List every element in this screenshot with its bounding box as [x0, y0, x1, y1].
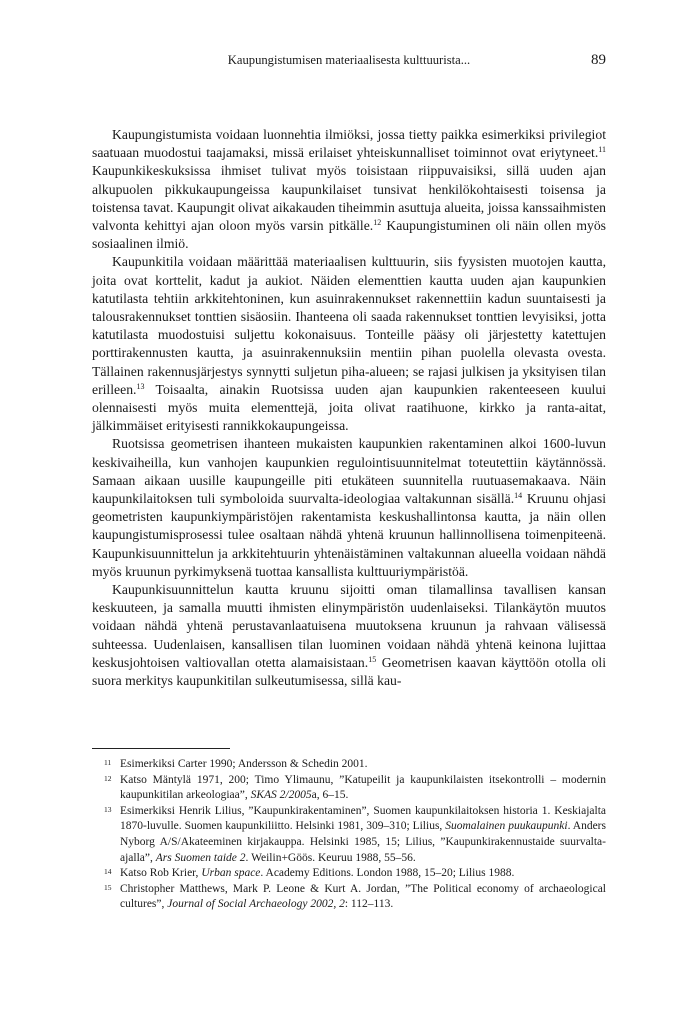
footnote: [92, 757, 606, 773]
body-text: [92, 126, 606, 690]
text-run: Esimerkiksi Henrik Lilius, ”Kaupunkirakentaminen”, Suomen kaupunkilaitoksen historia 1. Keskiajalta 1870-luvulle. Suomen kaupunkiliitto. Helsinki 1981, 309–310; Lilius,: [120, 804, 606, 833]
text-run: Kaupunkikeskuksissa ihmiset tulivat myös toisistaan riippuvaisiksi, sillä uuden ajan alkupuolen pikkukaupungeissa kaupunkilaiset tunsivat henkilökohtaisesti toisensa ja toistensa tavat. Kaupungit olivat aikakauden tiheimmin asuttuja alueita, joissa kanssaihmisten valvonta kehittyi ajan oloon myös varsin pitkälle.: [92, 163, 606, 234]
text-run: a, 6–15.: [311, 789, 349, 802]
text-run: Katso Rob Krier,: [120, 867, 202, 880]
italic-title: Journal of Social Archaeology 2002, 2: [167, 898, 345, 911]
paragraph: [92, 126, 606, 253]
italic-title: Suomalainen puukaupunki: [445, 820, 568, 833]
text-run: . Weilin+Göös. Keuruu 1988, 55–56.: [245, 851, 416, 864]
text-run: Esimerkiksi Carter 1990; Andersson & Schedin 2001.: [120, 758, 368, 770]
footnote-number: 11: [104, 758, 112, 767]
text-run: Kaupunkitila voidaan määrittää materiaalisen kulttuurin, siis fyysisten muotojen kautta, joita ovat korttelit, kadut ja aukiot. Näiden elementtien kautta uuden ajan kaupunkien katutilasta tehtiin arkkitehtoninen, kun asuinrakennukset rakennettiin kadun suuntaisesti ja talousrakennukset tonttien sisäosiin. Ihanteena oli saada rakennukset tonttien levyisiksi, jotta katutilasta muodostuisi suljettu kokonaisuus. Tonteille pääsy oli järjestetty katettujen porttirakennusten kautta, ja asuinrakennuksiin mentiin pihan puolella olevasta ovesta. Tällainen rakennusjärjestys synnytti suljetun piha-alueen; se rajasi julkisen ja yksityisen tilan erilleen.: [92, 254, 606, 397]
footnote-number: 12: [104, 773, 112, 783]
paragraph: [92, 581, 606, 690]
text-run: Kruunu ohjasi geometristen kaupunkiympäristöjen rakentamista keskushallintonsa kautta, ja näin ollen kaupungistumisprosessi tulee osaltaan nähdä yhtenä kruunun hallinnollisena toimenpiteenä. Kaupunkisuunnittelun ja arkkitehtuurin yhtenäistäminen valtakunnan alueella voidaan nähdä myös kruunun pyrkimyksenä tuottaa kansallista kulttuuriympäristöä.: [92, 491, 607, 579]
footnote-ref[interactable]: 14: [514, 491, 523, 501]
text-run: Katso Mäntylä 1971, 200; Timo Ylimaunu, ”Katupeilit ja kaupunkilaisten itsekontrolli – modernin kaupunkitilan arkeologiaa”,: [120, 773, 606, 802]
text-run: Kaupungistuminen oli näin ollen myös sosiaalinen ilmiö.: [92, 218, 606, 252]
text-run: Christopher Matthews, Mark P. Leone & Kurt A. Jordan, ”The Political economy of archaeological cultures”,: [120, 882, 606, 911]
page-number: 89: [591, 52, 606, 68]
footnote-ref[interactable]: 11: [598, 145, 606, 155]
footnote-divider: [92, 748, 230, 749]
italic-title: Ars Suomen taide 2: [155, 851, 246, 864]
italic-title: SKAS 2/2005: [250, 789, 312, 802]
footnote-ref[interactable]: 12: [373, 218, 382, 228]
footnote: [92, 773, 606, 804]
footnote-ref[interactable]: 15: [368, 654, 377, 664]
text-run: Kaupunkisuunnittelun kautta kruunu sijoitti oman tilamallinsa tavallisen kansan keskuuteen, ja samalla muutti ihmisten elinympäristön uudenlaiseksi. Tilankäytön muutos voidaan nähdä yhtenä perustavanlaatuisena muutoksena kruunun ja rahvaan välisessä suhteessa. Uudenlaisen, kansallisen tilan luominen voidaan nähdä yhtenä keinona lujittaa keskusjohtoisen valtiovallan otetta alamaisistaan.: [92, 582, 606, 670]
text-run: : 112–113.: [344, 898, 394, 911]
running-title: Kaupungistumisen materiaalisesta kulttuurista...: [227, 53, 471, 67]
text-run: . Academy Editions. London 1988, 15–20; Lilius 1988.: [260, 867, 515, 880]
text-run: Ruotsissa geometrisen ihanteen mukaisten kaupunkien rakentaminen alkoi 1600-luvun keskivaiheilla, kun vanhojen kaupunkien regulointisuunnitelmat toteutettiin käytännössä. Samaan aikaan uusille kaupungeille piti etukäteen suunnitella ruutuasemakaava. Näin kaupunkilaitoksen tuli symboloida suurvalta-ideologiaa valtakunnan sisällä.: [92, 436, 606, 507]
footnote-number: 13: [104, 804, 112, 814]
footnotes: [92, 757, 606, 913]
text-run: Geometrisen kaavan käyttöön otolla oli suora merkitys kaupunkitilan sulkeutumisessa, sillä kau-: [92, 654, 606, 689]
footnote: [92, 866, 606, 882]
footnote: [92, 804, 606, 866]
running-header: [92, 50, 606, 70]
footnote: [92, 882, 606, 913]
paragraph: [92, 253, 606, 435]
paragraph: [92, 435, 606, 581]
text-run: Kaupungistumista voidaan luonnehtia ilmiöksi, jossa tietty paikka esimerkiksi privilegiot saatuaan muodostui taajamaksi, missä erilaiset yhteiskunnalliset toiminnot ovat eriytyneet.: [92, 127, 606, 161]
italic-title: Urban space: [201, 867, 261, 880]
text-run: . Anders Nyborg A/S/Akateeminen kirjakauppa. Helsinki 1985, 15; Lilius, ”Kaupunkirakennustaide suurvalta-ajalla”,: [120, 820, 606, 864]
footnote-number: 14: [104, 867, 112, 877]
text-run: Toisaalta, ainakin Ruotsissa uuden ajan kaupunkien rakenteeseen kuului olennaisesti myös muita elementtejä, joita olivat raatihuone, kirkko ja ranta-aitat, jälkimmäiset erityisesti rannikkokaupungeissa.: [92, 381, 606, 434]
footnote-number: 15: [104, 882, 112, 892]
footnote-ref[interactable]: 13: [136, 381, 145, 391]
